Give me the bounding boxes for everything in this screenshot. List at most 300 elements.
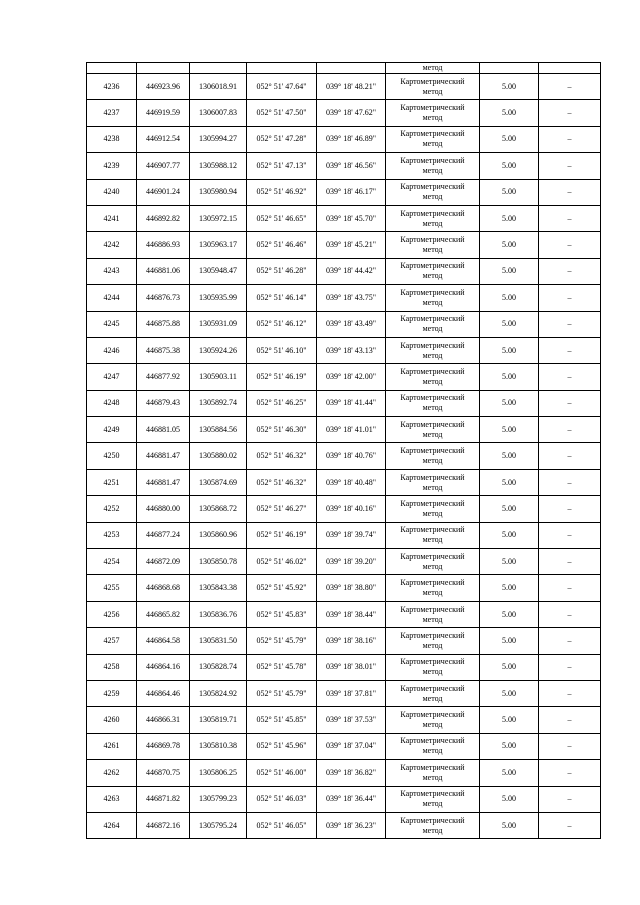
- continuation-row: [87, 63, 601, 74]
- method-cell: [386, 179, 480, 205]
- method-cell: [386, 575, 480, 601]
- x-coordinate-cell: 446872.16: [137, 812, 190, 838]
- method-cell: [386, 760, 480, 786]
- accuracy-cell: 5.00: [480, 443, 539, 469]
- latitude-cell: 052° 51' 45.79": [247, 680, 317, 706]
- point-number-cell: 4243: [87, 258, 137, 284]
- table-body: [87, 63, 601, 839]
- accuracy-cell: 5.00: [480, 311, 539, 337]
- point-number-cell: 4263: [87, 786, 137, 812]
- table-cell: [539, 63, 601, 74]
- latitude-cell: 052° 51' 46.28": [247, 258, 317, 284]
- note-cell: –: [539, 680, 601, 706]
- note-cell: –: [539, 522, 601, 548]
- table-row: [87, 812, 601, 838]
- note-cell: –: [539, 258, 601, 284]
- y-coordinate-cell: 1305795.24: [190, 812, 247, 838]
- longitude-cell: 039° 18' 38.16": [317, 628, 386, 654]
- point-number-cell: 4244: [87, 285, 137, 311]
- table-cell: [190, 63, 247, 74]
- table-row: [87, 285, 601, 311]
- point-number-cell: 4258: [87, 654, 137, 680]
- method-cell: [386, 364, 480, 390]
- point-number-cell: 4236: [87, 74, 137, 100]
- table-row: [87, 74, 601, 100]
- note-cell: –: [539, 601, 601, 627]
- accuracy-cell: 5.00: [480, 812, 539, 838]
- method-line-1: Картометрический: [400, 498, 465, 508]
- longitude-cell: 039° 18' 43.13": [317, 337, 386, 363]
- point-number-cell: 4256: [87, 601, 137, 627]
- table-row: [87, 390, 601, 416]
- point-number-cell: 4252: [87, 496, 137, 522]
- x-coordinate-cell: 446868.68: [137, 575, 190, 601]
- latitude-cell: 052° 51' 45.83": [247, 601, 317, 627]
- method-line-2: метод: [422, 535, 443, 545]
- accuracy-cell: 5.00: [480, 601, 539, 627]
- method-line-1: Картометрический: [400, 235, 465, 245]
- note-cell: –: [539, 153, 601, 179]
- method-line-2: метод: [422, 640, 443, 650]
- longitude-cell: 039° 18' 36.82": [317, 760, 386, 786]
- y-coordinate-cell: 1305903.11: [190, 364, 247, 390]
- method-cell: [386, 311, 480, 337]
- method-line-2: метод: [422, 799, 443, 809]
- method-line-2: метод: [422, 376, 443, 386]
- latitude-cell: 052° 51' 47.50": [247, 100, 317, 126]
- latitude-cell: 052° 51' 46.00": [247, 760, 317, 786]
- note-cell: –: [539, 285, 601, 311]
- x-coordinate-cell: 446881.47: [137, 469, 190, 495]
- latitude-cell: 052° 51' 46.92": [247, 179, 317, 205]
- point-number-cell: 4259: [87, 680, 137, 706]
- x-coordinate-cell: 446881.06: [137, 258, 190, 284]
- table-row: [87, 126, 601, 152]
- latitude-cell: 052° 51' 46.25": [247, 390, 317, 416]
- method-cell: [386, 285, 480, 311]
- table-row: [87, 680, 601, 706]
- latitude-cell: 052° 51' 46.65": [247, 205, 317, 231]
- method-line-1: Картометрический: [400, 446, 465, 456]
- latitude-cell: 052° 51' 45.96": [247, 733, 317, 759]
- y-coordinate-cell: 1306007.83: [190, 100, 247, 126]
- accuracy-cell: 5.00: [480, 654, 539, 680]
- note-cell: –: [539, 74, 601, 100]
- latitude-cell: 052° 51' 45.79": [247, 628, 317, 654]
- method-line-1: Картометрический: [400, 340, 465, 350]
- y-coordinate-cell: 1305819.71: [190, 707, 247, 733]
- x-coordinate-cell: 446864.58: [137, 628, 190, 654]
- y-coordinate-cell: 1305884.56: [190, 417, 247, 443]
- y-coordinate-cell: 1305860.96: [190, 522, 247, 548]
- method-line-2: метод: [422, 720, 443, 730]
- method-cell: метод: [386, 63, 480, 74]
- y-coordinate-cell: 1305874.69: [190, 469, 247, 495]
- method-line-1: Картометрический: [400, 472, 465, 482]
- point-number-cell: 4255: [87, 575, 137, 601]
- method-line-2: метод: [422, 429, 443, 439]
- latitude-cell: 052° 51' 46.32": [247, 469, 317, 495]
- x-coordinate-cell: 446881.47: [137, 443, 190, 469]
- y-coordinate-cell: 1305935.99: [190, 285, 247, 311]
- y-coordinate-cell: 1305868.72: [190, 496, 247, 522]
- x-coordinate-cell: 446881.05: [137, 417, 190, 443]
- x-coordinate-cell: 446923.96: [137, 74, 190, 100]
- latitude-cell: 052° 51' 46.10": [247, 337, 317, 363]
- note-cell: –: [539, 443, 601, 469]
- method-line-2: метод: [422, 297, 443, 307]
- x-coordinate-cell: 446876.73: [137, 285, 190, 311]
- note-cell: –: [539, 364, 601, 390]
- y-coordinate-cell: 1305988.12: [190, 153, 247, 179]
- table-row: [87, 786, 601, 812]
- method-line-1: Картометрический: [400, 551, 465, 561]
- note-cell: –: [539, 469, 601, 495]
- point-number-cell: 4245: [87, 311, 137, 337]
- x-coordinate-cell: 446886.93: [137, 232, 190, 258]
- method-cell: [386, 74, 480, 100]
- method-line-2: метод: [422, 825, 443, 835]
- latitude-cell: 052° 51' 46.03": [247, 786, 317, 812]
- method-cell: [386, 654, 480, 680]
- latitude-cell: 052° 51' 46.12": [247, 311, 317, 337]
- latitude-cell: 052° 51' 46.14": [247, 285, 317, 311]
- table-row: [87, 654, 601, 680]
- table-cell: [137, 63, 190, 74]
- note-cell: –: [539, 654, 601, 680]
- y-coordinate-cell: 1306018.91: [190, 74, 247, 100]
- accuracy-cell: 5.00: [480, 628, 539, 654]
- table-row: [87, 417, 601, 443]
- method-line-2: метод: [422, 86, 443, 96]
- y-coordinate-cell: 1305810.38: [190, 733, 247, 759]
- method-line-2: метод: [422, 350, 443, 360]
- method-line-2: метод: [422, 772, 443, 782]
- longitude-cell: 039° 18' 40.76": [317, 443, 386, 469]
- x-coordinate-cell: 446864.46: [137, 680, 190, 706]
- longitude-cell: 039° 18' 45.21": [317, 232, 386, 258]
- table-row: [87, 153, 601, 179]
- method-line-2: метод: [422, 271, 443, 281]
- latitude-cell: 052° 51' 46.46": [247, 232, 317, 258]
- note-cell: –: [539, 417, 601, 443]
- latitude-cell: 052° 51' 46.19": [247, 522, 317, 548]
- point-number-cell: 4250: [87, 443, 137, 469]
- table-row: [87, 205, 601, 231]
- method-line-2: метод: [422, 588, 443, 598]
- latitude-cell: 052° 51' 45.78": [247, 654, 317, 680]
- accuracy-cell: 5.00: [480, 205, 539, 231]
- accuracy-cell: 5.00: [480, 285, 539, 311]
- point-number-cell: 4248: [87, 390, 137, 416]
- method-line-2: метод: [422, 614, 443, 624]
- method-cell: [386, 496, 480, 522]
- accuracy-cell: 5.00: [480, 417, 539, 443]
- point-number-cell: 4241: [87, 205, 137, 231]
- longitude-cell: 039° 18' 46.17": [317, 179, 386, 205]
- method-cell: [386, 153, 480, 179]
- point-number-cell: 4237: [87, 100, 137, 126]
- accuracy-cell: 5.00: [480, 258, 539, 284]
- x-coordinate-cell: 446872.09: [137, 549, 190, 575]
- y-coordinate-cell: 1305948.47: [190, 258, 247, 284]
- point-number-cell: 4261: [87, 733, 137, 759]
- y-coordinate-cell: 1305972.15: [190, 205, 247, 231]
- longitude-cell: 039° 18' 41.01": [317, 417, 386, 443]
- table-row: [87, 311, 601, 337]
- longitude-cell: 039° 18' 36.44": [317, 786, 386, 812]
- point-number-cell: 4253: [87, 522, 137, 548]
- point-number-cell: 4247: [87, 364, 137, 390]
- latitude-cell: 052° 51' 46.19": [247, 364, 317, 390]
- method-line-2: метод: [422, 403, 443, 413]
- longitude-cell: 039° 18' 38.01": [317, 654, 386, 680]
- method-line-2: метод: [422, 324, 443, 334]
- longitude-cell: 039° 18' 39.20": [317, 549, 386, 575]
- method-cell: [386, 601, 480, 627]
- longitude-cell: 039° 18' 42.00": [317, 364, 386, 390]
- y-coordinate-cell: 1305994.27: [190, 126, 247, 152]
- longitude-cell: 039° 18' 48.21": [317, 74, 386, 100]
- method-cell: [386, 417, 480, 443]
- longitude-cell: 039° 18' 37.53": [317, 707, 386, 733]
- x-coordinate-cell: 446907.77: [137, 153, 190, 179]
- method-line-2: метод: [422, 218, 443, 228]
- method-line-1: Картометрический: [400, 261, 465, 271]
- note-cell: –: [539, 575, 601, 601]
- y-coordinate-cell: 1305824.92: [190, 680, 247, 706]
- accuracy-cell: 5.00: [480, 469, 539, 495]
- longitude-cell: 039° 18' 40.48": [317, 469, 386, 495]
- latitude-cell: 052° 51' 46.32": [247, 443, 317, 469]
- method-cell: [386, 812, 480, 838]
- table-row: [87, 601, 601, 627]
- longitude-cell: 039° 18' 43.49": [317, 311, 386, 337]
- table-row: [87, 364, 601, 390]
- method-line-1: Картометрический: [400, 103, 465, 113]
- method-cell: [386, 522, 480, 548]
- latitude-cell: 052° 51' 46.27": [247, 496, 317, 522]
- method-cell: [386, 733, 480, 759]
- longitude-cell: 039° 18' 46.89": [317, 126, 386, 152]
- accuracy-cell: 5.00: [480, 179, 539, 205]
- method-cell: [386, 628, 480, 654]
- accuracy-cell: 5.00: [480, 707, 539, 733]
- note-cell: –: [539, 390, 601, 416]
- point-number-cell: 4264: [87, 812, 137, 838]
- longitude-cell: 039° 18' 37.81": [317, 680, 386, 706]
- method-cell: [386, 390, 480, 416]
- accuracy-cell: 5.00: [480, 496, 539, 522]
- method-line-1: Картометрический: [400, 129, 465, 139]
- accuracy-cell: 5.00: [480, 575, 539, 601]
- accuracy-cell: 5.00: [480, 364, 539, 390]
- longitude-cell: 039° 18' 41.44": [317, 390, 386, 416]
- accuracy-cell: 5.00: [480, 760, 539, 786]
- x-coordinate-cell: 446919.59: [137, 100, 190, 126]
- method-line-2: метод: [422, 165, 443, 175]
- table-cell: [87, 63, 137, 74]
- x-coordinate-cell: 446871.82: [137, 786, 190, 812]
- method-line-2: метод: [422, 482, 443, 492]
- table-row: [87, 179, 601, 205]
- y-coordinate-cell: 1305880.02: [190, 443, 247, 469]
- point-number-cell: 4246: [87, 337, 137, 363]
- note-cell: –: [539, 126, 601, 152]
- point-number-cell: 4249: [87, 417, 137, 443]
- method-line-1: Картометрический: [400, 393, 465, 403]
- note-cell: –: [539, 628, 601, 654]
- longitude-cell: 039° 18' 38.80": [317, 575, 386, 601]
- latitude-cell: 052° 51' 47.64": [247, 74, 317, 100]
- longitude-cell: 039° 18' 45.70": [317, 205, 386, 231]
- table-row: [87, 575, 601, 601]
- note-cell: –: [539, 549, 601, 575]
- method-cell: [386, 786, 480, 812]
- latitude-cell: 052° 51' 45.85": [247, 707, 317, 733]
- accuracy-cell: 5.00: [480, 74, 539, 100]
- point-number-cell: 4251: [87, 469, 137, 495]
- accuracy-cell: 5.00: [480, 232, 539, 258]
- note-cell: –: [539, 496, 601, 522]
- method-line-2: метод: [422, 139, 443, 149]
- method-line-1: Картометрический: [400, 155, 465, 165]
- method-line-2: метод: [422, 508, 443, 518]
- method-cell: [386, 680, 480, 706]
- method-line-2: метод: [422, 667, 443, 677]
- table-cell: [247, 63, 317, 74]
- point-number-cell: 4239: [87, 153, 137, 179]
- longitude-cell: 039° 18' 43.75": [317, 285, 386, 311]
- table-row: [87, 496, 601, 522]
- accuracy-cell: 5.00: [480, 680, 539, 706]
- latitude-cell: 052° 51' 47.13": [247, 153, 317, 179]
- method-line-2: метод: [422, 192, 443, 202]
- method-line-1: Картометрический: [400, 208, 465, 218]
- y-coordinate-cell: 1305828.74: [190, 654, 247, 680]
- note-cell: –: [539, 707, 601, 733]
- x-coordinate-cell: 446875.88: [137, 311, 190, 337]
- note-cell: –: [539, 760, 601, 786]
- note-cell: –: [539, 786, 601, 812]
- x-coordinate-cell: 446892.82: [137, 205, 190, 231]
- latitude-cell: 052° 51' 45.92": [247, 575, 317, 601]
- longitude-cell: 039° 18' 40.16": [317, 496, 386, 522]
- table-cell: [480, 63, 539, 74]
- method-line-1: Картометрический: [400, 710, 465, 720]
- method-line-1: Картометрический: [400, 789, 465, 799]
- table-row: [87, 760, 601, 786]
- method-line-1: Картометрический: [400, 604, 465, 614]
- point-number-cell: 4254: [87, 549, 137, 575]
- method-cell: [386, 232, 480, 258]
- x-coordinate-cell: 446912.54: [137, 126, 190, 152]
- method-line-1: Картометрический: [400, 578, 465, 588]
- y-coordinate-cell: 1305963.17: [190, 232, 247, 258]
- method-cell: [386, 549, 480, 575]
- latitude-cell: 052° 51' 47.28": [247, 126, 317, 152]
- longitude-cell: 039° 18' 36.23": [317, 812, 386, 838]
- method-line-2: метод: [422, 113, 443, 123]
- method-line-1: Картометрический: [400, 657, 465, 667]
- method-cell: [386, 126, 480, 152]
- longitude-cell: 039° 18' 38.44": [317, 601, 386, 627]
- accuracy-cell: 5.00: [480, 126, 539, 152]
- x-coordinate-cell: 446865.82: [137, 601, 190, 627]
- table-row: [87, 258, 601, 284]
- method-cell: [386, 258, 480, 284]
- x-coordinate-cell: 446877.24: [137, 522, 190, 548]
- longitude-cell: 039° 18' 46.56": [317, 153, 386, 179]
- point-number-cell: 4257: [87, 628, 137, 654]
- method-cell: [386, 205, 480, 231]
- latitude-cell: 052° 51' 46.05": [247, 812, 317, 838]
- point-number-cell: 4238: [87, 126, 137, 152]
- method-line-2: метод: [422, 561, 443, 571]
- y-coordinate-cell: 1305980.94: [190, 179, 247, 205]
- accuracy-cell: 5.00: [480, 390, 539, 416]
- method-line-2: метод: [422, 245, 443, 255]
- note-cell: –: [539, 100, 601, 126]
- method-cell: [386, 443, 480, 469]
- method-line-1: Картометрический: [400, 76, 465, 86]
- x-coordinate-cell: 446870.75: [137, 760, 190, 786]
- note-cell: –: [539, 311, 601, 337]
- table-row: [87, 469, 601, 495]
- table-row: [87, 232, 601, 258]
- method-line-1: Картометрический: [400, 683, 465, 693]
- method-line-1: Картометрический: [400, 182, 465, 192]
- table-row: [87, 443, 601, 469]
- method-cell: [386, 100, 480, 126]
- accuracy-cell: 5.00: [480, 549, 539, 575]
- longitude-cell: 039° 18' 39.74": [317, 522, 386, 548]
- x-coordinate-cell: 446869.78: [137, 733, 190, 759]
- table-cell: [317, 63, 386, 74]
- latitude-cell: 052° 51' 46.02": [247, 549, 317, 575]
- note-cell: –: [539, 232, 601, 258]
- method-cell: [386, 337, 480, 363]
- longitude-cell: 039° 18' 37.04": [317, 733, 386, 759]
- y-coordinate-cell: 1305931.09: [190, 311, 247, 337]
- y-coordinate-cell: 1305831.50: [190, 628, 247, 654]
- method-line-1: Картометрический: [400, 314, 465, 324]
- note-cell: –: [539, 179, 601, 205]
- method-line-1: Картометрический: [400, 762, 465, 772]
- note-cell: –: [539, 733, 601, 759]
- accuracy-cell: 5.00: [480, 733, 539, 759]
- y-coordinate-cell: 1305799.23: [190, 786, 247, 812]
- x-coordinate-cell: 446864.16: [137, 654, 190, 680]
- accuracy-cell: 5.00: [480, 100, 539, 126]
- table-row: [87, 337, 601, 363]
- accuracy-cell: 5.00: [480, 522, 539, 548]
- method-cell: [386, 707, 480, 733]
- y-coordinate-cell: 1305843.38: [190, 575, 247, 601]
- method-line-2: метод: [422, 746, 443, 756]
- accuracy-cell: 5.00: [480, 153, 539, 179]
- coordinates-table: [86, 62, 601, 839]
- method-line-1: Картометрический: [400, 630, 465, 640]
- note-cell: –: [539, 205, 601, 231]
- table-row: [87, 733, 601, 759]
- accuracy-cell: 5.00: [480, 786, 539, 812]
- x-coordinate-cell: 446866.31: [137, 707, 190, 733]
- longitude-cell: 039° 18' 47.62": [317, 100, 386, 126]
- method-line-1: Картометрический: [400, 287, 465, 297]
- x-coordinate-cell: 446879.43: [137, 390, 190, 416]
- table-row: [87, 100, 601, 126]
